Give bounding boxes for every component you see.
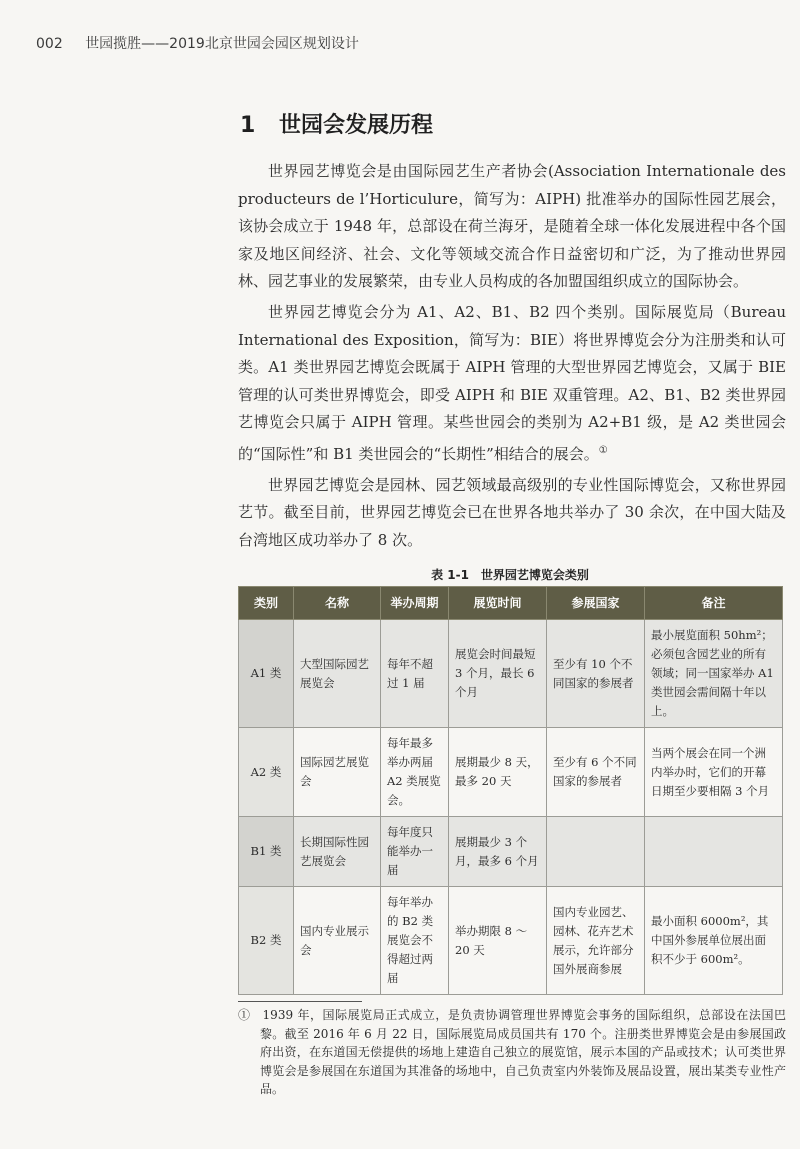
table-cell [645, 817, 783, 887]
table-cell: 至少有 10 个不同国家的参展者 [547, 620, 645, 728]
table-cell: 举办期限 8 ～ 20 天 [449, 887, 547, 995]
table-cell: 国内专业展示会 [294, 887, 381, 995]
column-header: 名称 [294, 587, 381, 620]
table-cell [547, 817, 645, 887]
table-cell: 国际园艺展览会 [294, 728, 381, 817]
footnote-text: 1939 年，国际展览局正式成立，是负责协调管理世界博览会事务的国际组织，总部设在法国巴黎。截至 2016 年 6 月 22 日，国际展览局成员国共有 170 个。注册类世界博览会是由参展国政府出资，在东道国无偿提供的场地上建造自己独立的展览馆，展示本国的产品或技术；认可类世界博览会是参展国在东道国为其准备的场地中，自己负责室内外装饰及展品设置，展出某类专业性产品。 [260, 1008, 786, 1096]
table-cell-category: A2 类 [239, 728, 294, 817]
running-title: 世园揽胜——2019北京世园会园区规划设计 [85, 36, 359, 52]
table-cell: 最小面积 6000m²，其中国外参展单位展出面积不少于 600m²。 [645, 887, 783, 995]
column-header: 备注 [645, 587, 783, 620]
table-cell: 展览会时间最短 3 个月，最长 6 个月 [449, 620, 547, 728]
section-heading [240, 108, 433, 139]
column-header: 举办周期 [381, 587, 449, 620]
footnote-divider [238, 1001, 362, 1002]
body-text [238, 158, 786, 557]
footnote-paragraph [238, 1006, 786, 1099]
table-cell: 每年最多举办两届 A2 类展览会。 [381, 728, 449, 817]
page-number: 002 [36, 36, 63, 52]
table-cell: 长期国际性园艺展览会 [294, 817, 381, 887]
paragraph: 世界园艺博览会是园林、园艺领域最高级别的专业性国际博览会，又称世界园艺节。截至目前，世界园艺博览会已在世界各地共举办了 30 余次，在中国大陆及台湾地区成功举办了 8 次。 [238, 475, 786, 549]
table-cell: 最小展览面积 50hm²；必须包含园艺业的所有领域；同一国家举办 A1 类世园会需间隔十年以上。 [645, 620, 783, 728]
category-table [238, 586, 783, 995]
running-header [36, 33, 359, 53]
footnote-marker: ① [238, 1008, 251, 1022]
section-number: 1 [240, 113, 256, 138]
table-row [239, 887, 783, 995]
table-row [239, 620, 783, 728]
table-cell: 大型国际园艺展览会 [294, 620, 381, 728]
paragraph: 世界园艺博览会是由国际园艺生产者协会(Association Internationale des producteurs de l’Horticulure，简写为：AIPH) 批准举办的国际性园艺展会，该协会成立于 1948 年，总部设在荷兰海牙，是随着全球一体化发展进程中各个国家及地区间经济、社会、文化等领域交流合作日益密切和广泛，为了推动世界园林、园艺事业的发展繁荣，由专业人员构成的各加盟国组织成立的国际协会。 [238, 162, 786, 291]
paragraph-text: 世界园艺博览会分为 A1、A2、B1、B2 四个类别。国际展览局（Bureau International des Exposition，简写为：BIE）将世界博览会分为注册类和认可类。A1 类世界园艺博览会既属于 AIPH 管理的大型世界园艺博览会，又属于 BIE 管理的认可类世界博览会，即受 AIPH 和 BIE 双重管理。A2、B1、B2 类世界园艺博览会只属于 AIPH 管理。某些世园会的类别为 A2+B1 级，是 A2 类世园会的“国际性”和 B1 类世园会的“长期性”相结合的展会。 [238, 302, 786, 463]
column-header: 类别 [239, 587, 294, 620]
table-cell: 每年不超过 1 届 [381, 620, 449, 728]
column-header: 展览时间 [449, 587, 547, 620]
table-row [239, 817, 783, 887]
paragraph [238, 299, 786, 469]
table-cell: 当两个展会在同一个洲内举办时，它们的开幕日期至少要相隔 3 个月 [645, 728, 783, 817]
table-cell-category: B1 类 [239, 817, 294, 887]
table-cell: 至少有 6 个不同国家的参展者 [547, 728, 645, 817]
table-caption: 表 1-1 世界园艺博览会类别 [431, 568, 589, 582]
table-cell-category: A1 类 [239, 620, 294, 728]
table-cell: 展期最少 3 个月，最多 6 个月 [449, 817, 547, 887]
table-cell: 国内专业园艺、园林、花卉艺术展示，允许部分国外展商参展 [547, 887, 645, 995]
table-cell: 每年度只能举办一届 [381, 817, 449, 887]
footnote [238, 1006, 786, 1099]
column-header: 参展国家 [547, 587, 645, 620]
table-cell: 展期最少 8 天，最多 20 天 [449, 728, 547, 817]
section-title: 世园会发展历程 [278, 113, 433, 138]
table-cell-category: B2 类 [239, 887, 294, 995]
table-header-row [239, 587, 783, 620]
footnote-reference[interactable]: ① [598, 444, 608, 456]
table-row [239, 728, 783, 817]
table-cell: 每年举办的 B2 类展览会不得超过两届 [381, 887, 449, 995]
